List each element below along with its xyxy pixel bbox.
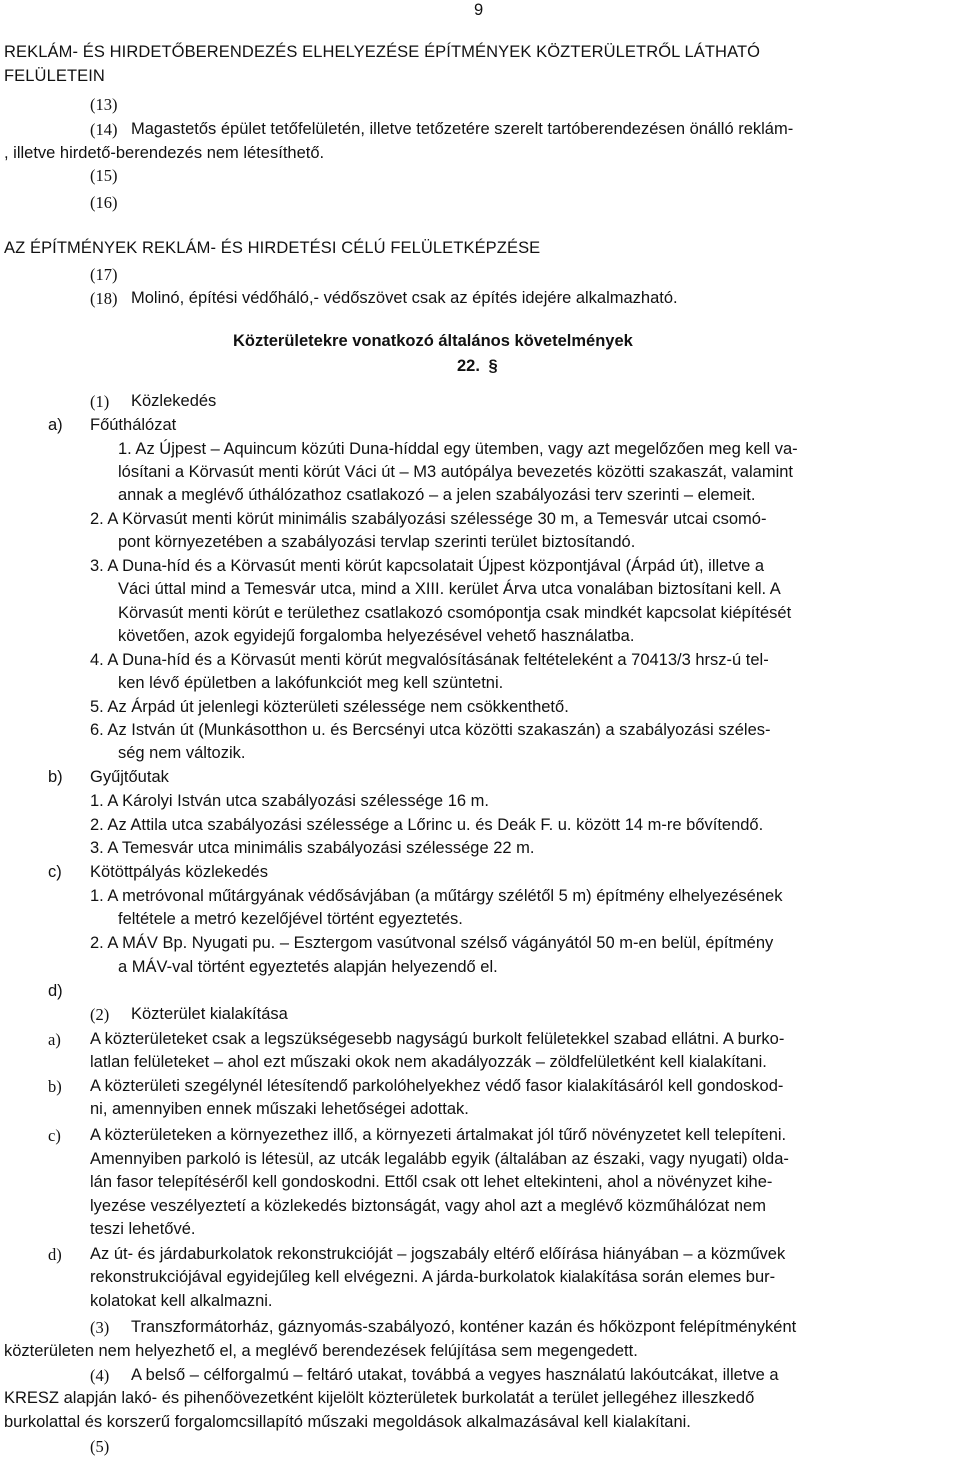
c1-line-2: feltétele a metró kezelőjével történt egyeztetés.: [118, 910, 463, 928]
item-a-label: a): [48, 416, 63, 434]
a5-line: 5. Az Árpád út jelenlegi közterületi szélessége nem csökkenthető.: [90, 698, 569, 716]
a1-line-3: annak a meglévő úthálózathoz csatlakozó – a jelen szabályozási terv szerinti – elemeit.: [118, 486, 756, 504]
c2-line-1: 2. A MÁV Bp. Nyugati pu. – Esztergom vasútvonal szélső vágányától 50 m-en belül, építmény: [90, 934, 774, 952]
c1-line-1: 1. A metróvonal műtárgyának védősávjában (a műtárgy szélétől 5 m) építmény elhelyezésének: [90, 887, 783, 905]
s2c-line-2: Amennyiben parkoló is létesül, az utcák legalább egyik (általában az északi, vagy nyugati) olda-: [90, 1150, 789, 1168]
s2c-line-3: lán fasor telepítéséről kell gondoskodni. Ettől csak ott lehet eltekinteni, ahol a növényzet kihe-: [90, 1173, 773, 1191]
item-c-label: c): [48, 863, 62, 881]
a3-line-4: követően, azok egyidejű forgalomba helyezésével vehető használatba.: [118, 627, 635, 645]
a3-line-2: Váci úttal mind a Temesvár utca, mind a XIII. kerület Árva utca vonalában biztosítani kell. A: [118, 580, 781, 598]
s2c-line-1: A közterületeken a környezethez illő, a környezeti ártalmakat jól tűrő növényzetet kell telepíteni.: [90, 1126, 787, 1144]
s2c-line-4: lyezése veszélyeztetí a közlekedés biztonságát, vagy ahol azt a meglévő közműhálózat nem: [90, 1197, 766, 1215]
page-number: 9: [474, 1, 484, 19]
para-13-number: (13): [90, 95, 118, 114]
s2b-line-1: A közterületi szegélynél létesítendő parkolóhelyekhez védő fasor kialakításáról kell gondoskod-: [90, 1077, 784, 1095]
heading-reklam-cont: FELÜLETEIN: [4, 67, 105, 85]
subsection-3-line-1: Transzformátorház, gáznyomás-szabályozó, konténer kazán és hőközpont felépítményként: [131, 1318, 797, 1336]
a1-line-1: 1. Az Újpest – Aquincum közúti Duna-híddal egy ütemben, vagy azt megelőzően meg kell va-: [118, 440, 798, 458]
subsection-3-number: (3): [90, 1318, 110, 1337]
a3-line-3: Körvasút menti körút e területhez csatlakozó csomópontja csak mindkét kapcsolat kiépítését: [118, 604, 792, 622]
c2-line-2: a MÁV-val történt egyeztetés alapján helyezendő el.: [118, 958, 498, 976]
item-b-label: b): [48, 768, 63, 786]
para-18-text: Molinó, építési védőháló,- védőszövet csak az építés idejére alkalmazható.: [131, 289, 678, 307]
a2-line-2: pont környezetében a szabályozási tervlap szerinti terület biztosítandó.: [118, 533, 636, 551]
s2d-line-2: rekonstrukciójával egyidejűleg kell elvégezni. A járda-burkolatok kialakítása során elemes bur-: [90, 1268, 776, 1286]
s2d-label: d): [48, 1245, 62, 1264]
b2-line: 2. Az Attila utca szabályozási szélessége a Lőrinc u. és Deák F. u. között 14 m-re bővítendő.: [90, 816, 764, 834]
para-18-number: (18): [90, 289, 118, 308]
a6-line-1: 6. Az István út (Munkásotthon u. és Bercsényi utca közötti szakaszán) a szabályozási széles-: [90, 721, 771, 739]
a2-line-1: 2. A Körvasút menti körút minimális szabályozási szélessége 30 m, a Temesvár utcai csomó-: [90, 510, 767, 528]
s2c-line-5: teszi lehetővé.: [90, 1220, 196, 1238]
item-b-title: Gyűjtőutak: [90, 768, 169, 786]
item-a-title: Főúthálózat: [90, 416, 177, 434]
s2a-line-2: latlan felületeket – ahol ezt műszaki okok nem akadályozzák – zöldfelületként kell kialakítani.: [90, 1053, 767, 1071]
a1-line-2: lósítani a Körvasút menti körút Váci út – M3 autópálya bevezetés közötti szakaszát, valamint: [118, 463, 794, 481]
a4-line-1: 4. A Duna-híd és a Körvasút menti körút megvalósításának feltételeként a 70413/3 hrsz-ú tel-: [90, 651, 769, 669]
s2a-line-1: A közterületeket csak a legszükségesebb nagyságú burkolt felületekkel szabad ellátni. A burko-: [90, 1030, 785, 1048]
para-14-number: (14): [90, 120, 118, 139]
para-15-number: (15): [90, 166, 118, 185]
b1-line: 1. A Károlyi István utca szabályozási szélessége 16 m.: [90, 792, 489, 810]
item-d-label: d): [48, 982, 63, 1000]
s2d-line-1: Az út- és járdaburkolatok rekonstrukcióját – jogszabály eltérő előírása hiányában – a közművek: [90, 1245, 786, 1263]
para-17-number: (17): [90, 265, 118, 284]
subsection-1-number: (1): [90, 392, 110, 411]
a4-line-2: ken lévő épületben a lakófunkciót meg kell szüntetni.: [118, 674, 504, 692]
subsection-3-line-2: közterületen nem helyezhető el, a meglévő berendezések felújítása sem megengedett.: [4, 1342, 638, 1360]
section-number: [457, 356, 498, 377]
section-sign: §: [488, 357, 498, 375]
section-number-value: 22.: [457, 357, 480, 375]
s2a-label: a): [48, 1030, 61, 1049]
subsection-2-number: (2): [90, 1005, 110, 1024]
a6-line-2: ség nem változik.: [118, 744, 246, 762]
s2b-line-2: ni, amennyiben ennek műszaki lehetőségei adottak.: [90, 1100, 469, 1118]
b3-line: 3. A Temesvár utca minimális szabályozási szélessége 22 m.: [90, 839, 535, 857]
heading-reklam: REKLÁM- ÉS HIRDETŐBERENDEZÉS ELHELYEZÉSE ÉPÍTMÉNYEK KÖZTERÜLETRŐL LÁTHATÓ: [4, 43, 761, 61]
heading-felulet: AZ ÉPÍTMÉNYEK REKLÁM- ÉS HIRDETÉSI CÉLÚ FELÜLETKÉPZÉSE: [4, 239, 541, 257]
subsection-1-title: Közlekedés: [131, 392, 217, 410]
s2b-label: b): [48, 1077, 62, 1096]
subsection-4-line-3: burkolattal és korszerű forgalomcsillapító műszaki megoldások alkalmazásával kell kialakítani.: [4, 1413, 691, 1431]
a3-line-1: 3. A Duna-híd és a Körvasút menti körút kapcsolatait Újpest központjával (Árpád út), illetve a: [90, 557, 765, 575]
subsection-5-number: (5): [90, 1437, 110, 1456]
subsection-4-line-2: KRESZ alapján lakó- és pihenőövezetként kijelölt közterületek burkolatát a terület jellegéhez illeszkedő: [4, 1389, 755, 1407]
para-16-number: (16): [90, 193, 118, 212]
para-14-text-cont: , illetve hirdető-berendezés nem létesíthető.: [4, 144, 325, 162]
item-c-title: Kötöttpályás közlekedés: [90, 863, 268, 881]
para-14-text: Magastetős épület tetőfelületén, illetve tetőzetére szerelt tartóberendezésen önálló reklám-: [131, 120, 794, 138]
subsection-2-title: Közterület kialakítása: [131, 1005, 288, 1023]
subsection-4-line-1: A belső – célforgalmú – feltáró utakat, továbbá a vegyes használatú lakóutcákat, illetve a: [131, 1366, 779, 1384]
subsection-4-number: (4): [90, 1366, 110, 1385]
s2c-label: c): [48, 1126, 61, 1145]
s2d-line-3: kolatokat kell alkalmazni.: [90, 1292, 273, 1310]
section-title: Közterületekre vonatkozó általános követelmények: [233, 332, 633, 350]
